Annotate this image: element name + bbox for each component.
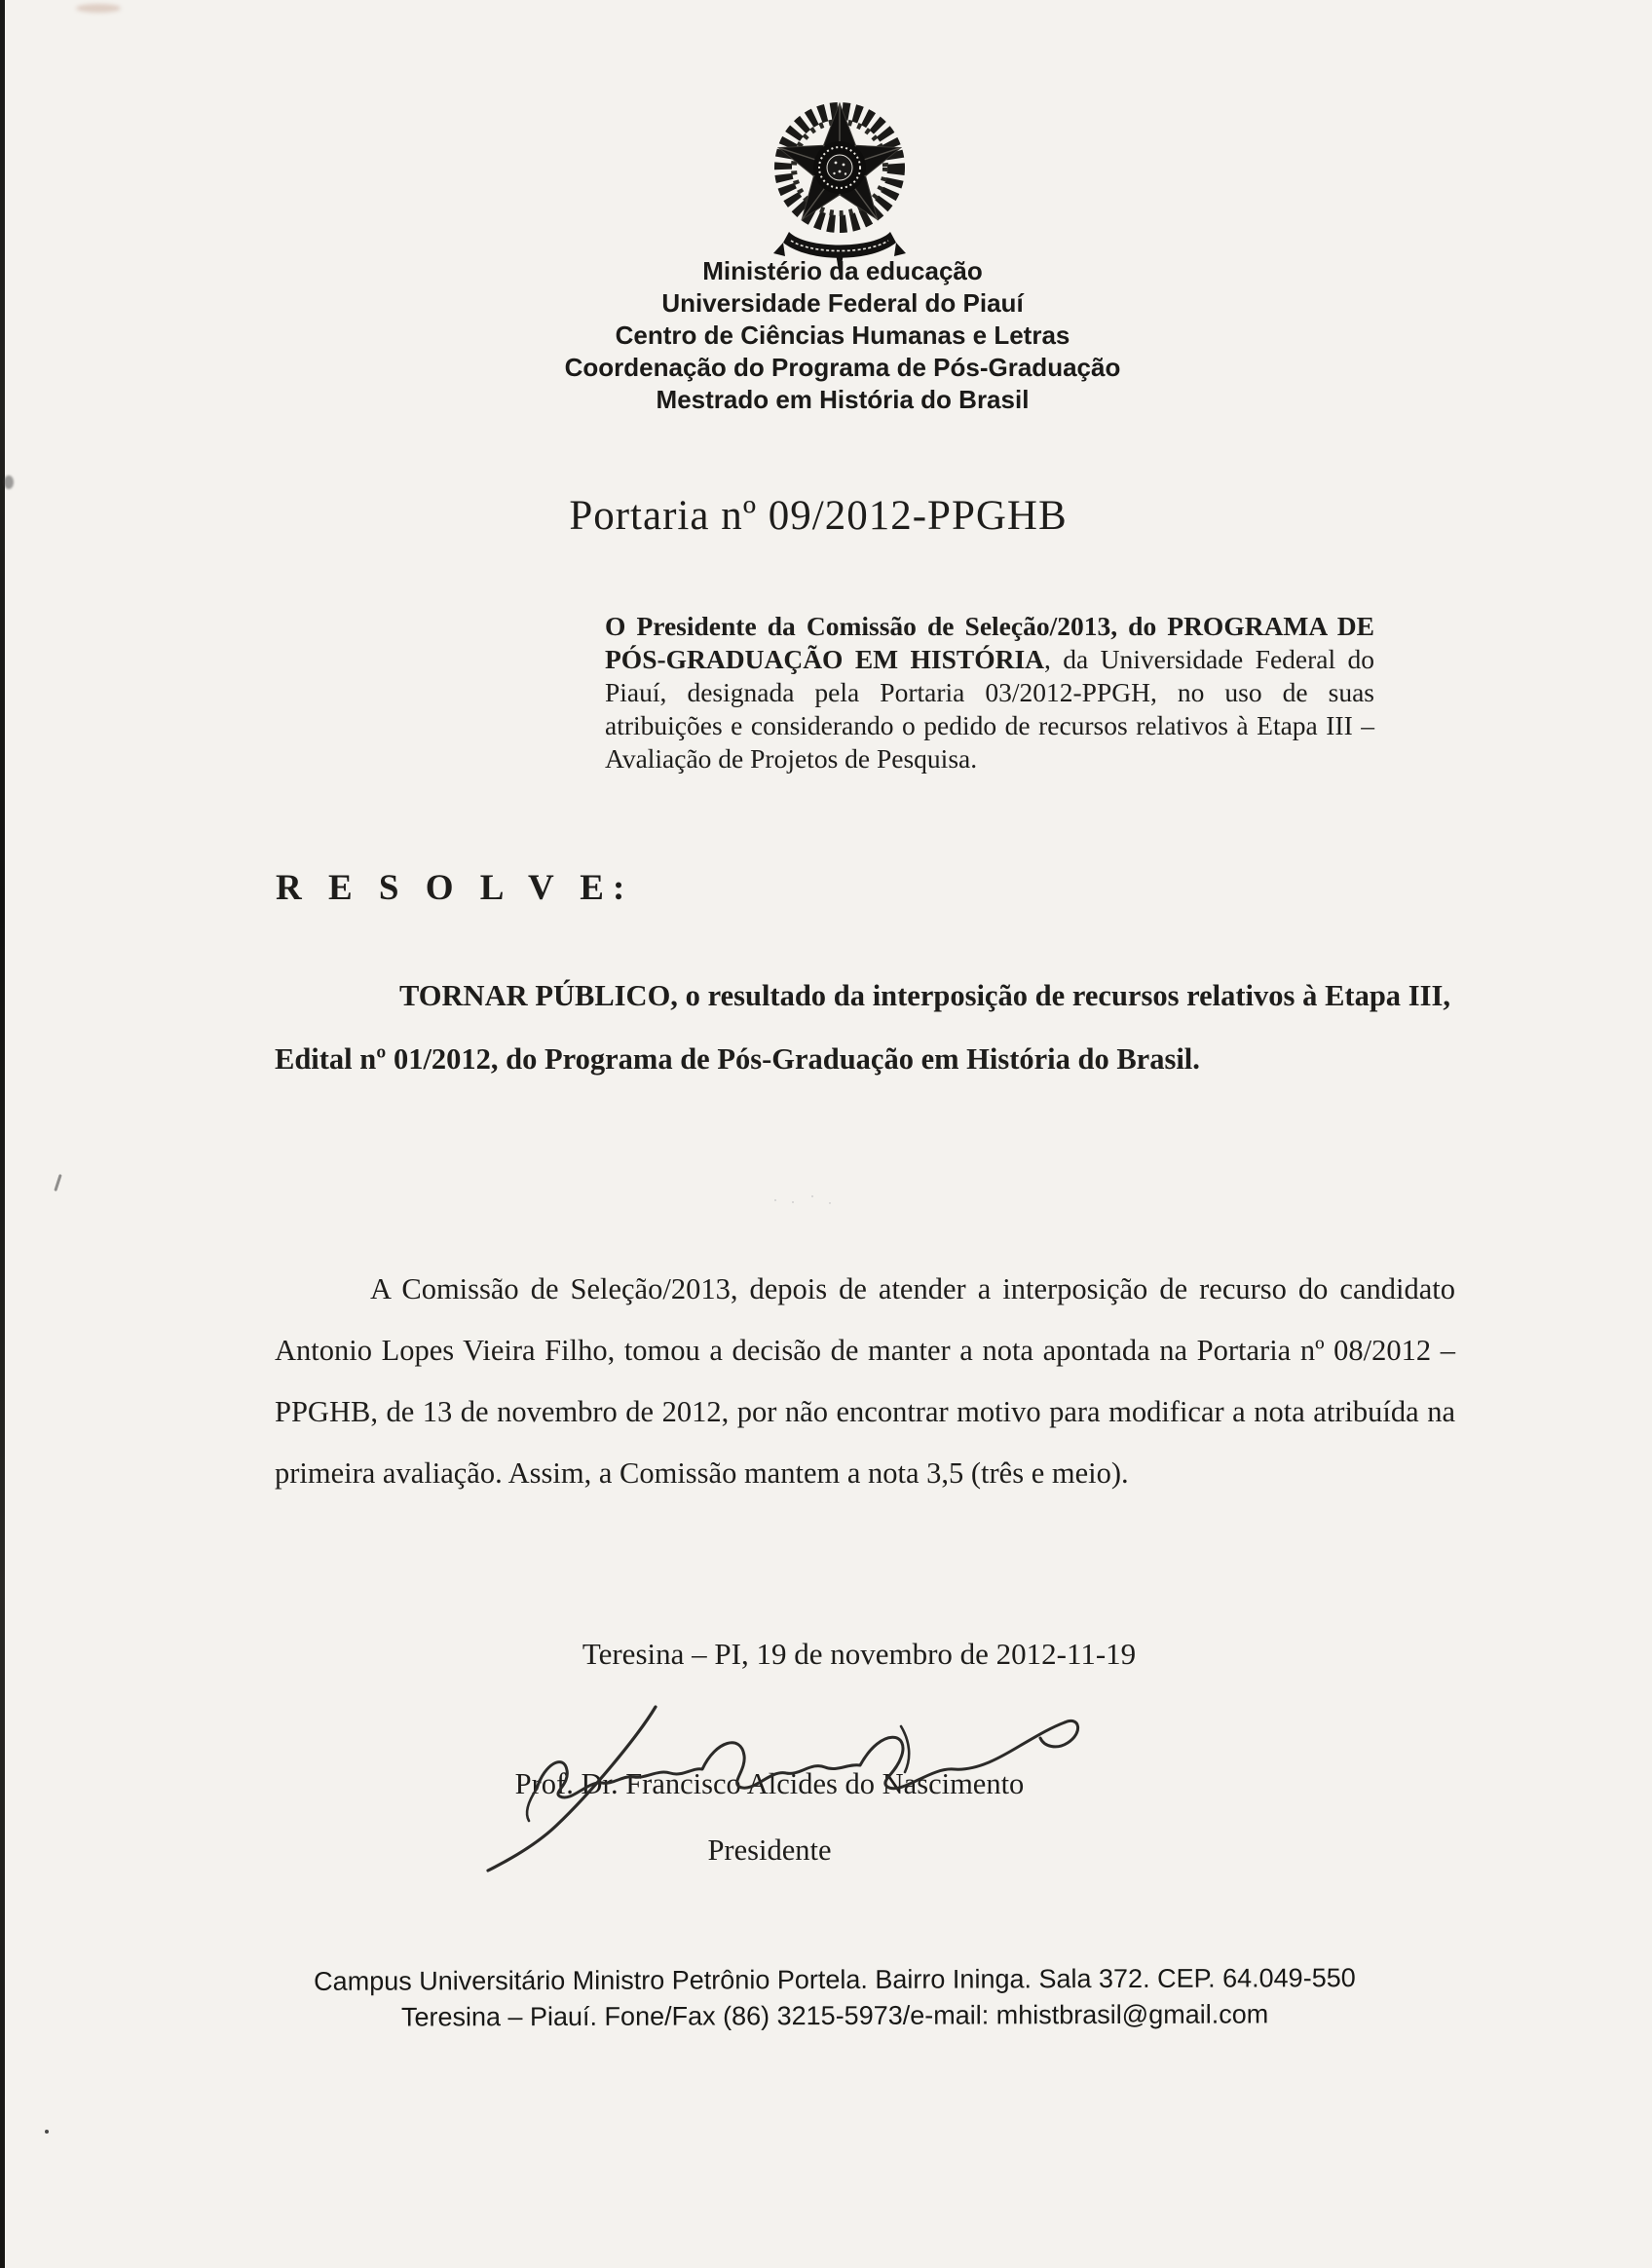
stray-pen-tick xyxy=(54,1174,61,1191)
footer-line-address: Campus Universitário Ministro Petrônio Portela. Bairro Ininga. Sala 372. CEP. 64.049-550 xyxy=(314,1963,1356,1996)
org-line-center: Centro de Ciências Humanas e Letras xyxy=(615,321,1070,350)
resolve-heading: R E S O L V E: xyxy=(276,868,634,908)
resolution-paragraph: TORNAR PÚBLICO, o resultado da interposição de recursos relativos à Etapa III, Edital nº 01/2012, do Programa de Pós-Graduação em História do Brasil. xyxy=(275,979,1450,1076)
footer-address-block xyxy=(0,1959,1652,2037)
preamble-regular-segment: , da Universidade Federal do Piauí, designada pela Portaria 03/2012-PPGH, no uso de suas atribuições e considerando o pedido de recursos relativos à Etapa III – Avaliação de Projetos de Pesquisa. xyxy=(605,644,1374,774)
preamble-paragraph xyxy=(605,610,1374,775)
paper-smudge xyxy=(76,4,121,13)
signatory-role: Presidente xyxy=(707,1833,832,1867)
org-line-coordination: Coordenação do Programa de Pós-Graduação xyxy=(564,353,1121,382)
place-date-line: Teresina – PI, 19 de novembro de 2012-11-19 xyxy=(582,1637,1137,1671)
brazil-coat-of-arms-icon xyxy=(762,88,918,283)
footer-line-contact: Teresina – Piauí. Fone/Fax (86) 3215-5973/e-mail: mhistbrasil@gmail.com xyxy=(400,1999,1269,2032)
preamble-bold-segment: O Presidente da Comissão de Seleção/2013, do PROGRAMA DE PÓS-GRADUAÇÃO EM HISTÓRIA xyxy=(605,611,1374,674)
org-line-masters: Mestrado em História do Brasil xyxy=(656,385,1030,414)
faint-pencil-mark xyxy=(768,1191,845,1206)
ink-speck xyxy=(45,2130,49,2134)
document-title: Portaria nº 09/2012-PPGHB xyxy=(569,493,1068,539)
decision-paragraph: A Comissão de Seleção/2013, depois de atender a interposição de recurso do candidato Antonio Lopes Vieira Filho, tomou a decisão de manter a nota apontada na Portaria nº 08/2012 – PPGHB, de 13 de novembro de 2012, por não encontrar motivo para modificar a nota atribuída na primeira avaliação. Assim, a Comissão mantem a nota 3,5 (três e meio). xyxy=(275,1272,1455,1490)
letterhead-org-lines xyxy=(0,255,1652,416)
edge-mark xyxy=(4,475,14,489)
org-line-university: Universidade Federal do Piauí xyxy=(661,288,1024,318)
signatory-name: Prof. Dr. Francisco Alcides do Nascimento xyxy=(514,1767,1025,1800)
handwritten-signature-icon xyxy=(443,1699,1115,1876)
org-line-ministry: Ministério da educação xyxy=(702,256,983,285)
